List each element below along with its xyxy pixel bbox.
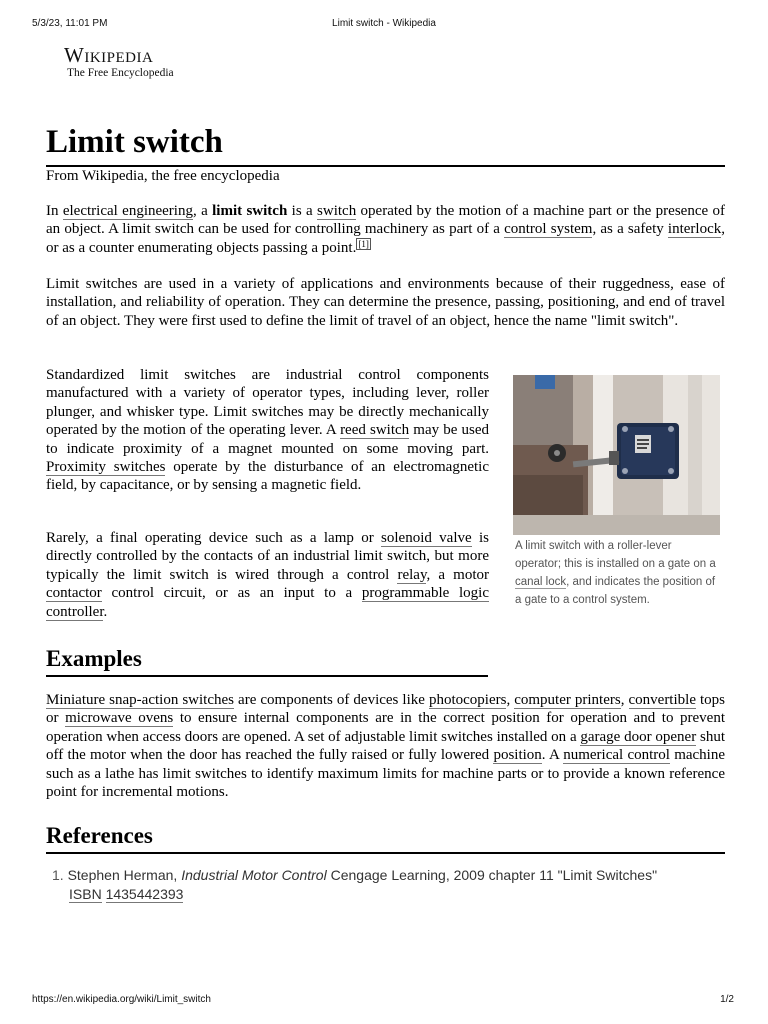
text: A limit switch with a roller-lever operator; this is installed on a gate on a xyxy=(515,540,716,570)
text: , or as a counter enumerating objects passing a point. xyxy=(46,221,725,256)
term-limit-switch: limit switch xyxy=(212,203,288,219)
text: may be used to indicate proximity of a magnet mounted on some moving part. xyxy=(46,422,489,457)
link-numerical-control[interactable]: numerical control xyxy=(563,747,670,764)
text: operated by the motion of a machine part or the presence of an object. A limit switch can be used for controlling machinery as part of a xyxy=(46,203,725,238)
link-isbn-number[interactable]: 1435442393 xyxy=(105,886,184,902)
text: machine such as a lathe has limit switches to identify maximum limits for machine parts or to provide a known reference point for incremental motions. xyxy=(46,747,725,801)
paragraph-2: Limit switches are used in a variety of applications and environments because of their ruggedness, ease of installation, and reliability of operation. They can determine the presence, passing, positioning, and end of travel of an object. They were first used to define the limit of travel of an object, hence the name "limit switch". xyxy=(46,276,725,329)
text: , and indicates the position of a gate to a control system. xyxy=(515,576,716,606)
page-subtitle: From Wikipedia, the free encyclopedia xyxy=(46,168,280,184)
print-page-title: Limit switch - Wikipedia xyxy=(332,18,436,29)
reference-item xyxy=(52,866,724,885)
reference-author: Stephen Herman, xyxy=(67,867,182,883)
link-reed-switch[interactable]: reed switch xyxy=(340,422,410,439)
paragraph-3 xyxy=(46,366,489,495)
text: control circuit, or as an input to a xyxy=(101,585,362,602)
section-heading-examples: Examples xyxy=(46,645,488,677)
references-list xyxy=(52,866,724,904)
logo-tagline: The Free Encyclopedia xyxy=(67,67,174,79)
page-title: Limit switch xyxy=(46,122,725,167)
limit-switch-photo[interactable] xyxy=(513,375,720,535)
link-microwave-ovens[interactable]: microwave ovens xyxy=(65,710,174,727)
link-proximity-switches[interactable]: Proximity switches xyxy=(46,459,166,476)
text: is directly controlled by the contacts of an industrial limit switch, but more typically the limit switch is wired through a control xyxy=(46,530,489,583)
wikipedia-logo[interactable] xyxy=(64,44,174,79)
link-isbn[interactable]: ISBN xyxy=(69,886,102,902)
text: , xyxy=(620,692,629,708)
link-position[interactable]: position xyxy=(493,747,542,764)
reference-marker-1[interactable]: [1] xyxy=(358,238,369,249)
text: Standardized limit switches are industrial control components manufactured with a variety of operator types, including lever, roller plunger, and whisker type. Limit switches may be directly mechanically operated by the motion of the operating lever. A xyxy=(46,367,489,439)
link-canal-lock[interactable]: canal lock xyxy=(515,576,567,588)
text: are components of devices like xyxy=(234,692,429,708)
intro-paragraph xyxy=(46,202,725,257)
link-electrical-engineering[interactable]: electrical engineering xyxy=(62,203,193,219)
text: In xyxy=(46,203,63,219)
figure-limit-switch xyxy=(513,375,720,609)
reference-work: Industrial Motor Control xyxy=(181,867,327,883)
text: tops or xyxy=(46,692,726,727)
text: , xyxy=(506,692,515,708)
text: Rarely, a final operating device such as a lamp or xyxy=(46,530,382,546)
text: operate by the disturbance of an electromagnetic field, by capacitance, or by sensing a magnetic field. xyxy=(46,459,489,494)
section-heading-references: References xyxy=(46,822,725,854)
text: to ensure internal components are in the correct position for operation and to prevent operation when access doors are opened. A set of adjustable limit switches installed on a xyxy=(46,710,725,745)
link-relay[interactable]: relay xyxy=(397,566,427,583)
examples-paragraph xyxy=(46,691,725,801)
link-control-system[interactable]: control system xyxy=(504,221,593,238)
link-miniature-snap-action-switches[interactable]: Miniature snap-action switches xyxy=(46,692,235,708)
text: . xyxy=(103,603,108,620)
text: . A xyxy=(541,747,564,764)
link-computer-printers[interactable]: computer printers xyxy=(514,692,621,708)
text: , a motor xyxy=(426,566,489,583)
reference-number: 1. xyxy=(52,867,64,883)
link-contactor[interactable]: contactor xyxy=(46,585,102,602)
link-convertible[interactable]: convertible xyxy=(628,692,696,708)
link-photocopiers[interactable]: photocopiers xyxy=(428,692,507,708)
figure-caption xyxy=(513,537,720,609)
logo-wordmark-text: Wikipedia xyxy=(64,43,154,67)
print-footer xyxy=(0,994,768,1008)
reference-publisher: Cengage Learning, 2009 chapter 11 "Limit Switches" xyxy=(326,867,658,883)
print-page-number: 1/2 xyxy=(720,994,734,1005)
link-programmable-logic-controller[interactable]: programmable logic controller xyxy=(46,585,490,620)
text: , as a safety xyxy=(592,221,668,238)
reference-isbn-line xyxy=(52,885,724,904)
text: shut off the motor when the door has reached the fully raised or fully lowered xyxy=(46,728,725,764)
link-interlock[interactable]: interlock xyxy=(667,221,722,238)
link-switch[interactable]: switch xyxy=(317,203,357,219)
text: , a xyxy=(192,203,213,219)
link-garage-door-opener[interactable]: garage door opener xyxy=(580,728,697,745)
print-url: https://en.wikipedia.org/wiki/Limit_switch xyxy=(32,994,211,1005)
print-date: 5/3/23, 11:01 PM xyxy=(32,18,108,29)
print-header xyxy=(0,18,768,32)
paragraph-4 xyxy=(46,529,489,621)
text: is a xyxy=(287,203,318,219)
logo-wordmark xyxy=(64,44,174,66)
link-solenoid-valve[interactable]: solenoid valve xyxy=(381,530,472,546)
limit-switch-photo-graphic xyxy=(513,375,720,535)
